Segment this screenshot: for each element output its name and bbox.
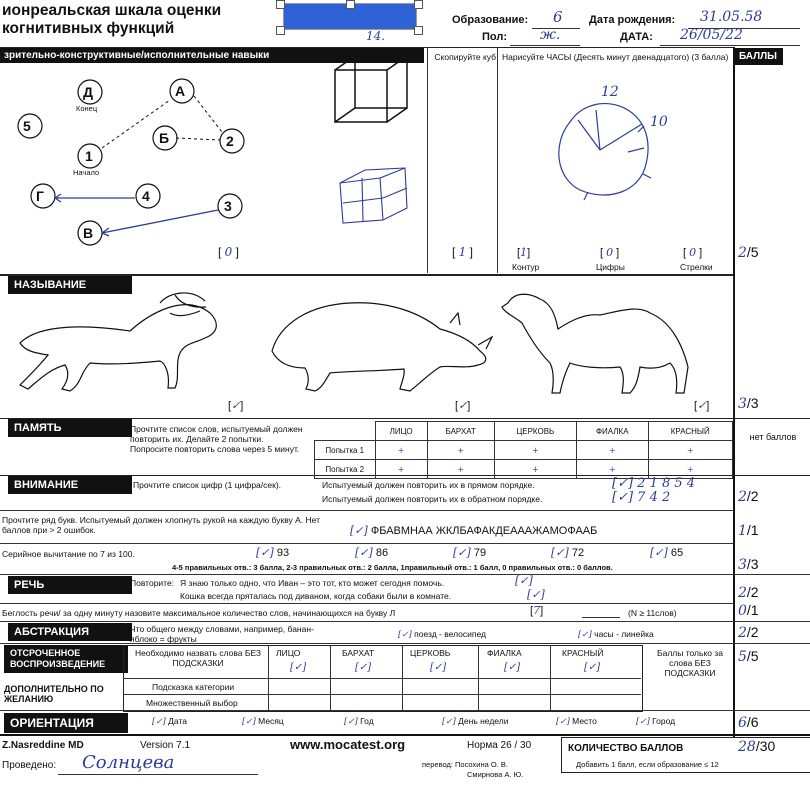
date-underline — [660, 45, 800, 46]
recall-word-1: ЛИЦО — [276, 648, 301, 658]
naming-mark-rhino-value: ✓ — [458, 399, 468, 412]
recall-word-2: БАРХАТ — [342, 648, 375, 658]
clock-hands-score: [ 0 ] — [683, 246, 703, 259]
divider — [0, 621, 810, 622]
clock-number-12: 12 — [601, 84, 619, 100]
abstraction-total — [738, 624, 759, 641]
memory-a2-mark: + — [576, 460, 648, 479]
orientation-item-5: [✓] Место — [556, 716, 597, 727]
birth-label: Дата рождения: — [589, 14, 676, 26]
footer-version: Version 7.1 — [140, 740, 191, 751]
recall-grid-line — [123, 694, 641, 695]
trail-node-4: 4 — [142, 188, 150, 204]
trail-node-b: Б — [159, 130, 170, 146]
recall-title: ОТСРОЧЕННОЕ ВОСПРОИЗВЕДЕНИЕ — [4, 645, 128, 673]
attention-title: ВНИМАНИЕ — [8, 476, 132, 494]
recall-optional: ДОПОЛНИТЕЛЬНО ПО ЖЕЛАНИЮ — [4, 684, 104, 704]
letters-total — [738, 522, 759, 539]
memory-a2-mark: + — [375, 460, 427, 479]
total-label: КОЛИЧЕСТВО БАЛЛОВ — [568, 743, 684, 754]
resize-handle[interactable] — [414, 26, 423, 35]
orientation-max: /6 — [746, 714, 759, 730]
digits-score: 2 — [738, 489, 747, 505]
memory-a2-mark: + — [427, 460, 494, 479]
speech-check-1: [✓] — [515, 574, 533, 587]
clock-drawing — [548, 92, 668, 212]
memory-word-2: БАРХАТ — [427, 422, 494, 441]
memory-a1-mark: + — [648, 441, 732, 460]
abstraction-pair-1-text: поезд - велосипед — [414, 629, 486, 639]
memory-word-1: ЛИЦО — [375, 422, 427, 441]
naming-total — [738, 395, 759, 412]
orientation-item-2: [✓] Месяц — [242, 716, 284, 727]
trail-node-d: Д — [83, 84, 93, 100]
abstraction-pair-1: [✓] поезд - велосипед — [398, 629, 486, 640]
naming-max: /3 — [746, 395, 759, 411]
recall-word-3: ЦЕРКОВЬ — [410, 648, 451, 658]
repeat-total — [738, 584, 759, 601]
orientation-item-4-text: День недели — [458, 716, 509, 726]
resize-handle[interactable] — [276, 0, 285, 9]
digits-max: /2 — [746, 488, 759, 504]
trail-node-2: 2 — [226, 133, 234, 149]
fluency-underline — [582, 617, 620, 618]
cube-drawings — [325, 48, 465, 268]
fluency-rule: (N ≥ 11слов) — [628, 608, 677, 618]
naming-title: НАЗЫВАНИЕ — [8, 276, 132, 294]
divider — [0, 643, 810, 644]
trail-node-3: 3 — [224, 198, 232, 214]
letters-check: [✓] — [350, 524, 368, 537]
divider — [0, 574, 810, 575]
resize-handle[interactable] — [346, 0, 355, 9]
speech-repeat-label: Повторите: — [130, 578, 175, 588]
total-max: /30 — [755, 738, 776, 754]
divider — [0, 710, 810, 711]
education-value: 6 — [553, 8, 563, 26]
visuo-divider — [497, 47, 498, 273]
recall-check: [✓] — [504, 662, 521, 673]
orientation-score: 6 — [738, 715, 747, 731]
signature-underline — [58, 774, 258, 775]
repeat-score: 2 — [738, 585, 747, 601]
serial-value-3: [✓] 79 — [453, 546, 487, 559]
serial-max: /3 — [746, 556, 759, 572]
orientation-item-4: [✓] День недели — [442, 716, 509, 727]
form-title-line1: ионреальская шкала оценки — [2, 2, 222, 19]
trail-score-value: 0 — [224, 245, 233, 259]
abstraction-pair-2-text: часы - линейка — [594, 629, 654, 639]
add-point-note: Добавить 1 балл, если образование ≤ 12 — [576, 760, 719, 769]
recall-rule: Баллы только за слова БЕЗ ПОДСКАЗКИ — [657, 648, 723, 678]
memory-attempt-1: Попытка 1 — [315, 441, 376, 460]
orientation-item-6: [✓] Город — [636, 716, 676, 727]
resize-handle[interactable] — [276, 26, 285, 35]
orientation-item-3-text: Год — [360, 716, 374, 726]
naming-score: 3 — [738, 396, 747, 412]
orientation-item-1-text: Дата — [168, 716, 187, 726]
total-score — [738, 738, 775, 755]
orientation-item-2-text: Месяц — [258, 716, 284, 726]
abstraction-score: 2 — [738, 625, 747, 641]
visuo-title: зрительно-конструктивные/исполнительные навыки — [0, 48, 424, 63]
resize-handle[interactable] — [414, 0, 423, 9]
serial-value-2: [✓] 86 — [355, 546, 389, 559]
speech-sentence-1: Я знаю только одно, что Иван – это тот, кто может сегодня помочь. — [180, 578, 445, 588]
date-value: 26/05/22 — [680, 27, 743, 43]
cube-score: [ 1 ] — [452, 245, 473, 259]
attention-instruction: Прочтите список цифр (1 цифра/сек). — [133, 480, 282, 490]
serial-value-3-text: 79 — [473, 547, 487, 559]
divider — [0, 543, 733, 544]
orientation-title: ОРИЕНТАЦИЯ — [4, 713, 128, 733]
clock-digits-label: Цифры — [596, 262, 625, 272]
translation-line-2: Смирнова А. Ю. — [467, 770, 524, 779]
speech-check-2: [✓] — [527, 588, 545, 601]
recall-hint-category: Подсказка категории — [152, 682, 235, 692]
speech-title: РЕЧЬ — [8, 576, 132, 594]
orientation-item-5-text: Место — [572, 716, 597, 726]
divider — [0, 734, 810, 736]
fluency-total — [738, 602, 759, 619]
letters-value: ФБАВМНАА ЖКЛБАФАКДЕАААЖАМОФААБ — [370, 525, 598, 537]
digits-total — [738, 488, 759, 505]
naming-mark-camel-value: ✓ — [697, 399, 707, 412]
divider — [0, 510, 733, 511]
serial-total — [738, 556, 759, 573]
orientation-total — [738, 714, 759, 731]
serial-value-1: [✓] 93 — [256, 546, 290, 559]
conducted-label: Проведено: — [2, 760, 57, 771]
visuo-score: 2 — [738, 245, 747, 261]
clock-hands-value: 0 — [689, 246, 697, 259]
serial-value-4-text: 72 — [571, 547, 585, 559]
clock-contour-label: Контур — [512, 262, 540, 272]
recall-max: /5 — [746, 648, 759, 664]
backward-digits-value: 7 4 2 — [637, 490, 671, 505]
serial-value-1-text: 93 — [276, 547, 290, 559]
memory-instruction: Прочтите список слов, испытуемый должен повторить их. Делайте 2 попытки. Попросите повторить слова через 5 минут. — [130, 424, 303, 454]
recall-check: [✓] — [355, 662, 372, 673]
trail-node-5: 5 — [23, 118, 31, 134]
recall-hint-choice: Множественный выбор — [146, 698, 238, 708]
letters-instruction: Прочтите ряд букв. Испытуемый должен хлопнуть рукой на каждую букву А. Нет баллов при > 2 ошибок. — [2, 515, 321, 535]
attention-backward: Испытуемый должен повторить их в обратном порядке. — [322, 494, 543, 504]
recall-check: [✓] — [430, 662, 447, 673]
fluency-max: /1 — [746, 602, 759, 618]
serial-score: 3 — [738, 557, 747, 573]
fluency-count-value: 7 — [533, 604, 541, 617]
sex-label: Пол: — [482, 31, 508, 43]
sex-underline — [510, 45, 580, 46]
signature: Солнцева — [82, 752, 175, 773]
letters-row — [350, 524, 597, 537]
memory-word-3: ЦЕРКОВЬ — [494, 422, 576, 441]
clock-instruction: Нарисуйте ЧАСЫ (Десять минут двенадцатого) (3 балла) — [502, 52, 729, 62]
translation-line-1: перевод: Посохина О. В. — [422, 760, 508, 769]
memory-a2-mark: + — [494, 460, 576, 479]
date-label: ДАТА: — [620, 31, 653, 43]
serial-value-5-text: 65 — [670, 547, 684, 559]
letters-max: /1 — [746, 522, 759, 538]
orientation-item-1: [✓] Дата — [152, 716, 187, 727]
forward-digits-value: 2 1 8 5 4 — [637, 476, 696, 491]
memory-word-5: КРАСНЫЙ — [648, 422, 732, 441]
memory-word-4: ФИАЛКА — [576, 422, 648, 441]
naming-mark-lion-value: ✓ — [231, 399, 241, 412]
memory-no-points: нет баллов — [749, 432, 797, 442]
points-header: БАЛЛЫ — [733, 48, 783, 65]
memory-a2-mark: + — [648, 460, 732, 479]
naming-animals — [10, 283, 710, 403]
naming-mark-lion: [✓] — [228, 399, 244, 412]
clock-contour-score: [1] — [517, 246, 531, 259]
attention-backward-digits: [✓] 7 4 2 — [612, 490, 671, 505]
naming-mark-rhino: [✓] — [455, 399, 471, 412]
serial-rule: 4-5 правильных отв.: 3 балла, 2-3 правильных отв.: 2 балла, 1правильный отв.: 1 балл, 0 правильных отв.: 0 баллов. — [172, 563, 613, 572]
memory-a1-mark: + — [494, 441, 576, 460]
visuo-total — [738, 244, 759, 261]
clock-number-10: 10 — [650, 114, 668, 130]
handwritten-note: 14. — [366, 29, 386, 43]
memory-a1-mark: + — [576, 441, 648, 460]
abstraction-pair-2: [✓] часы - линейка — [578, 629, 654, 640]
trail-end-label: Конец — [76, 104, 98, 113]
serial-instruction: Серийное вычитание по 7 из 100. — [2, 549, 135, 559]
recall-total — [738, 648, 759, 665]
birth-value: 31.05.58 — [700, 9, 763, 25]
clock-contour-value: 1 — [520, 246, 528, 259]
orientation-item-3: [✓] Год — [344, 716, 374, 727]
education-label: Образование: — [452, 14, 529, 26]
fluency-score: 0 — [738, 603, 747, 619]
recall-check: [✓] — [584, 662, 601, 673]
form-title-line2: когнитивных функций — [2, 20, 175, 37]
total-value: 28 — [738, 739, 756, 755]
memory-title: ПАМЯТЬ — [8, 419, 132, 437]
sex-value: ж. — [540, 27, 561, 43]
cube-score-value: 1 — [458, 245, 467, 259]
repeat-max: /2 — [746, 584, 759, 600]
recall-check: [✓] — [290, 662, 307, 673]
serial-value-2-text: 86 — [375, 547, 389, 559]
footer-site[interactable]: www.mocatest.org — [290, 737, 406, 752]
form-title — [2, 2, 221, 38]
fluency-instruction: Беглость речи/ за одну минуту назовите максимальное количество слов, начинающихся на букву Л — [2, 608, 396, 618]
abstraction-max: /2 — [746, 624, 759, 640]
recall-word-5: КРАСНЫЙ — [562, 648, 604, 658]
memory-a1-mark: + — [375, 441, 427, 460]
abstraction-instruction: Что общего между словами, например, банан-яблоко = фрукты — [130, 624, 314, 644]
fluency-count: [7] — [530, 604, 544, 617]
recall-score: 5 — [738, 649, 747, 665]
clock-hands-label: Стрелки — [680, 262, 713, 272]
divider — [0, 603, 733, 604]
attention-forward-digits: [✓] 2 1 8 5 4 — [612, 476, 696, 491]
recall-grid-line — [123, 678, 641, 679]
memory-attempt-2: Попытка 2 — [315, 460, 376, 479]
orientation-item-6-text: Город — [652, 716, 676, 726]
trail-score: [ 0 ] — [218, 245, 239, 259]
trail-node-v: В — [83, 225, 94, 241]
clock-digits-score: [ 0 ] — [600, 246, 620, 259]
footer-author: Z.Nasreddine MD — [2, 740, 84, 751]
attention-forward: Испытуемый должен повторить их в прямом порядке. — [322, 480, 535, 490]
letters-score: 1 — [738, 523, 747, 539]
recall-word-4: ФИАЛКА — [487, 648, 522, 658]
memory-a1-mark: + — [427, 441, 494, 460]
naming-mark-camel: [✓] — [694, 399, 710, 412]
recall-instruction: Необходимо назвать слова БЕЗ ПОДСКАЗКИ — [134, 648, 262, 668]
trail-node-a: А — [175, 83, 186, 99]
clock-digits-value: 0 — [606, 246, 614, 259]
memory-table — [314, 421, 733, 479]
cube-instruction: Скопируйте куб — [434, 52, 496, 62]
serial-value-4: [✓] 72 — [551, 546, 585, 559]
speech-sentence-2: Кошка всегда пряталась под диваном, когда собаки были в комнате. — [180, 591, 452, 601]
serial-value-5: [✓] 65 — [650, 546, 684, 559]
visuo-max: /5 — [746, 244, 759, 260]
trail-start-label: Начало — [73, 168, 100, 177]
footer-norm: Норма 26 / 30 — [467, 740, 532, 751]
trail-node-1: 1 — [85, 148, 93, 164]
trail-node-g: Г — [36, 188, 44, 204]
abstraction-title: АБСТРАКЦИЯ — [8, 623, 132, 641]
